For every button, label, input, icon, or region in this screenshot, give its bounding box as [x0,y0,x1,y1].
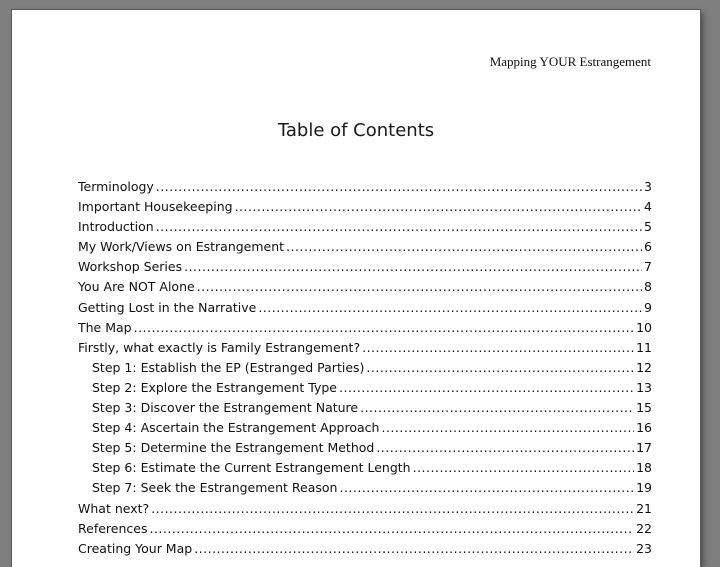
toc-entry[interactable] [78,279,652,299]
toc-entry-page-number: 6 [644,239,652,255]
toc-dot-leader [339,480,634,495]
toc-entry-label: My Work/Views on Estrangement [78,239,285,255]
toc-entry[interactable] [78,219,652,239]
toc-dot-leader [381,420,634,435]
document-page [12,10,700,567]
toc-entry[interactable] [78,440,652,460]
toc-entry-label: Step 7: Seek the Estrangement Reason [92,480,338,496]
toc-entry-label: What next? [78,500,150,516]
toc-dot-leader [376,440,634,455]
toc-entry-page-number: 12 [636,359,652,375]
toc-entry[interactable] [78,320,652,340]
toc-dot-leader [156,179,642,194]
toc-entry[interactable] [78,541,652,561]
toc-entry[interactable] [78,300,652,320]
toc-entry-page-number: 13 [636,379,652,395]
toc-entry-label: Step 4: Ascertain the Estrangement Approach [92,420,380,436]
toc-dot-leader [184,259,642,274]
toc-dot-leader [362,340,634,355]
toc-entry-label: Step 2: Explore the Estrangement Type [92,379,337,395]
toc-entry[interactable] [78,179,652,199]
toc-dot-leader [286,239,642,254]
toc-entry-page-number: 17 [636,440,652,456]
toc-entry-page-number: 3 [644,179,652,194]
toc-entry[interactable] [78,239,652,259]
toc-entry-label: Workshop Series [78,259,183,275]
toc-entry[interactable] [78,360,652,380]
toc-dot-leader [134,320,634,335]
toc-dot-leader [151,501,634,516]
toc-entry-page-number: 7 [644,259,652,275]
toc-entry-page-number: 18 [636,460,652,476]
toc-entry[interactable] [78,521,652,541]
toc-entry[interactable] [78,420,652,440]
toc-entry-label: Step 1: Establish the EP (Estranged Parties) [92,359,365,375]
toc-entry[interactable] [78,460,652,480]
toc-dot-leader [366,360,634,375]
toc-dot-leader [339,380,634,395]
running-header: Mapping YOUR Estrangement [489,54,651,69]
toc-entry-page-number: 9 [644,299,652,315]
toc-entry-page-number: 21 [636,500,652,516]
toc-entry-page-number: 23 [636,540,652,556]
toc-entry-label: You Are NOT Alone [78,279,195,295]
toc-title: Table of Contents [277,120,435,141]
toc-dot-leader [194,541,634,556]
toc-entry-page-number: 10 [636,319,652,335]
toc-list [78,179,652,561]
toc-entry-label: References [78,520,148,536]
toc-entry-label: Step 5: Determine the Estrangement Method [92,440,375,456]
toc-entry-page-number: 19 [636,480,652,496]
toc-dot-leader [197,279,642,294]
toc-entry[interactable] [78,480,652,500]
toc-entry-label: Introduction [78,219,154,235]
toc-entry-label: Step 6: Estimate the Current Estrangement Length [92,460,411,476]
toc-entry-page-number: 5 [644,219,652,235]
toc-entry-label: Important Housekeeping [78,199,233,215]
toc-entry-page-number: 11 [636,339,652,355]
toc-dot-leader [360,400,634,415]
toc-entry[interactable] [78,340,652,360]
toc-dot-leader [149,521,634,536]
toc-entry[interactable] [78,400,652,420]
toc-entry[interactable] [78,199,652,219]
toc-dot-leader [156,219,642,234]
toc-entry-label: Creating Your Map [78,540,193,556]
toc-entry-page-number: 16 [636,420,652,436]
toc-entry-label: Terminology [78,179,154,194]
toc-entry[interactable] [78,501,652,521]
toc-entry-label: Getting Lost in the Narrative [78,299,257,315]
toc-entry-label: The Map [78,319,132,335]
toc-entry-page-number: 15 [636,400,652,416]
toc-dot-leader [235,199,642,214]
toc-entry-page-number: 22 [636,520,652,536]
toc-entry-page-number: 4 [644,199,652,215]
toc-entry[interactable] [78,380,652,400]
toc-entry-label: Step 3: Discover the Estrangement Nature [92,400,359,416]
toc-entry-page-number: 8 [644,279,652,295]
toc-dot-leader [413,460,634,475]
toc-dot-leader [258,300,642,315]
toc-entry-label: Firstly, what exactly is Family Estrangement? [78,339,361,355]
toc-entry[interactable] [78,259,652,279]
